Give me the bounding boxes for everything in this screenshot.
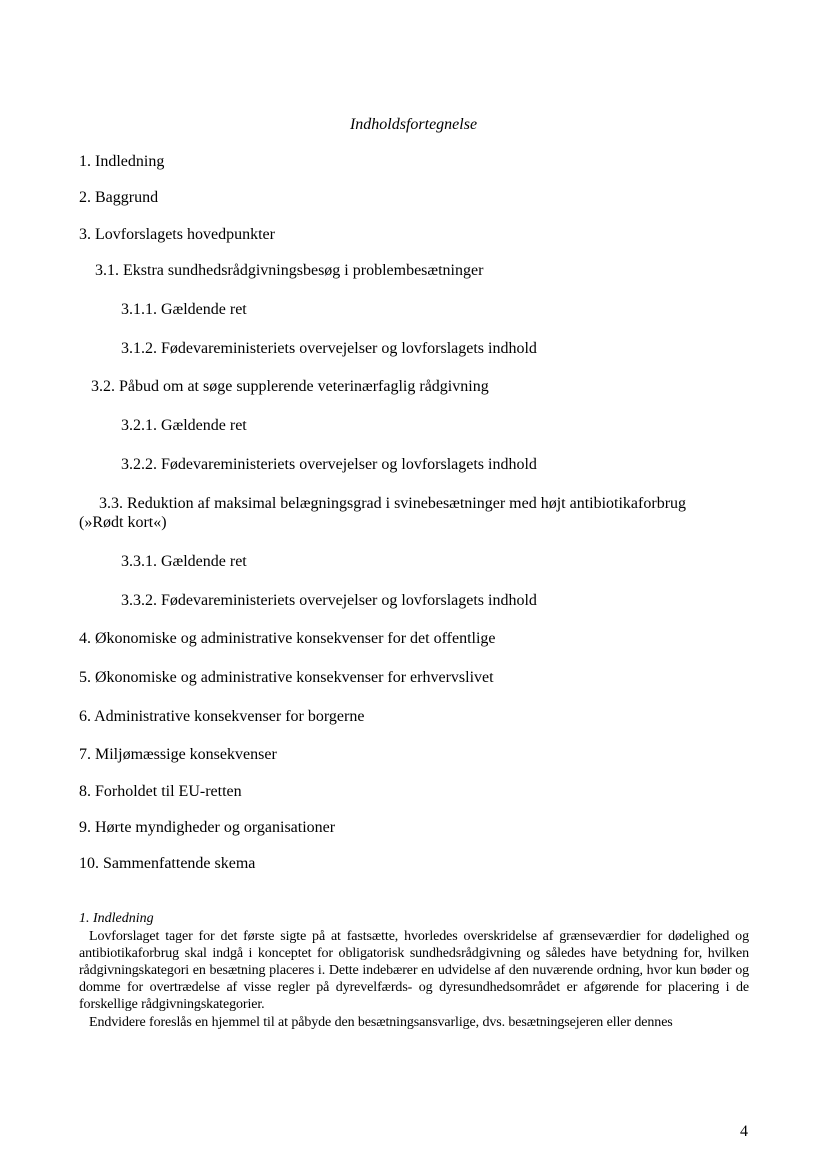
toc-entry-5: 5. Økonomiske og administrative konsekvenser for erhvervslivet — [79, 669, 494, 686]
section-heading: 1. Indledning — [79, 911, 154, 926]
toc-entry-10: 10. Sammenfattende skema — [79, 855, 256, 872]
toc-entry-3-1: 3.1. Ekstra sundhedsrådgivningsbesøg i problembesætninger — [95, 262, 484, 279]
toc-entry-1: 1. Indledning — [79, 153, 165, 170]
toc-entry-3-3-2: 3.3.2. Fødevareministeriets overvejelser og lovforslagets indhold — [121, 592, 537, 609]
section-paragraph-1: Lovforslaget tager for det første sigte på at fastsætte, hvorledes overskridelse af grænseværdier for dødelighed og antibiotikaforbrug skal indgå i konceptet for obligatorisk sundhedsrådgivning og således have betydning for, hvilken rådgivningskategori en besætning placeres i. Dette indebærer en udvidelse af den nuværende ordning, hvor kun bøder og domme for overtrædelse af visse regler på dyrevelfærds- og dyresundhedsområdet er afgørende for placering i de forskellige rådgivningskategorier. — [79, 929, 749, 1012]
toc-entry-7: 7. Miljømæssige konsekvenser — [79, 746, 277, 763]
page-number: 4 — [740, 1123, 748, 1140]
toc-entry-2: 2. Baggrund — [79, 189, 159, 206]
section-paragraph-2: Endvidere foreslås en hjemmel til at påbyde den besætningsansvarlige, dvs. besætningsejeren eller dennes — [89, 1015, 673, 1030]
toc-entry-3-3-1: 3.3.1. Gældende ret — [121, 553, 247, 570]
toc-title: Indholdsfortegnelse — [349, 116, 478, 133]
toc-entry-3-3-continuation: (»Rødt kort«) — [79, 514, 167, 531]
toc-entry-3-1-2: 3.1.2. Fødevareministeriets overvejelser og lovforslagets indhold — [121, 340, 537, 357]
toc-entry-3: 3. Lovforslagets hovedpunkter — [79, 226, 275, 243]
toc-entry-6: 6. Administrative konsekvenser for borgerne — [79, 708, 365, 725]
toc-entry-8: 8. Forholdet til EU-retten — [79, 783, 242, 800]
toc-entry-3-2-2: 3.2.2. Fødevareministeriets overvejelser og lovforslagets indhold — [121, 456, 537, 473]
toc-entry-3-2-1: 3.2.1. Gældende ret — [121, 417, 247, 434]
toc-entry-4: 4. Økonomiske og administrative konsekvenser for det offentlige — [79, 630, 496, 647]
section-introduction — [79, 910, 749, 1031]
toc-entry-9: 9. Hørte myndigheder og organisationer — [79, 819, 336, 836]
toc-entry-3-2: 3.2. Påbud om at søge supplerende veterinærfaglig rådgivning — [91, 378, 489, 395]
toc-entry-3-3: 3.3. Reduktion af maksimal belægningsgrad i svinebesætninger med højt antibiotikaforbrug — [99, 495, 687, 512]
toc-entry-3-1-1: 3.1.1. Gældende ret — [121, 301, 247, 318]
